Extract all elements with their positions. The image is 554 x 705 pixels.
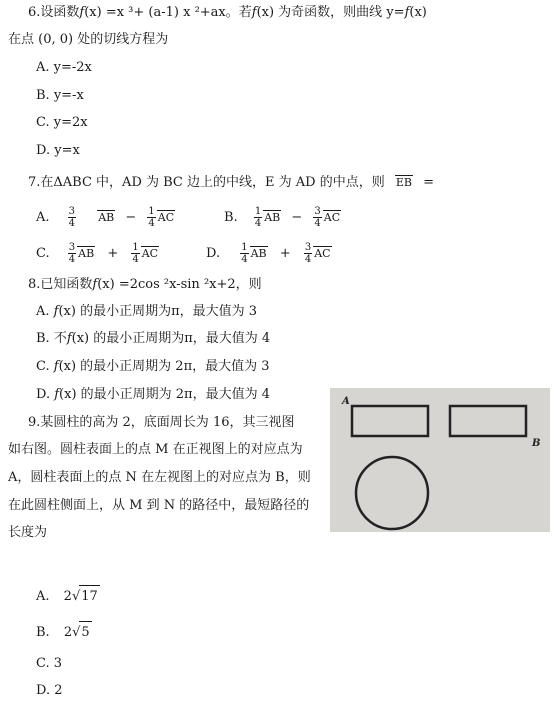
fraction: $\frac{1}{4}$ — [148, 206, 155, 229]
vector-ab: AB — [264, 211, 281, 224]
q7-option-c: C. $\frac{3}{4}$ AB + $\frac{1}{4}$ AC — [36, 242, 159, 265]
q9-stem-line1: 9.某圆柱的高为 2，底面周长为 16，其三视图 — [28, 415, 295, 430]
three-view-drawing — [330, 388, 550, 532]
q9-stem-line2: 如右图。圆柱表面上的点 M 在正视图上的对应点为 — [8, 442, 303, 457]
q7-stem: 7.在ΔABC 中，AD 为 BC 边上的中线，E 为 AD 的中点，则 EB = — [28, 175, 435, 190]
q8-option-d: D. f(x) 的最小正周期为 2π，最大值为 4 — [36, 387, 271, 402]
q9-stem-line4: 在此圆柱侧面上，从 M 到 N 的路径中，最短路径的 — [8, 498, 310, 513]
q6-option-c: C. y=2x — [36, 115, 88, 130]
q9-stem-line5: 长度为 — [8, 525, 48, 540]
sqrt-sign: √ — [71, 589, 81, 604]
fraction: $\frac{3}{4}$ — [304, 242, 312, 265]
fraction: $\frac{1}{4}$ — [132, 242, 139, 265]
q8-stem: 8.已知函数f(x) =2cos ²x-sin ²x+2，则 — [28, 277, 262, 292]
side-view-rect — [450, 406, 526, 436]
point-a-label: A — [342, 396, 350, 407]
q8-option-a: A. f(x) 的最小正周期为π，最大值为 3 — [36, 304, 258, 319]
q9-option-b: B. 2√5 — [36, 621, 92, 644]
vector-ac: AC — [157, 211, 175, 224]
vector-ab: AB — [98, 211, 115, 224]
q9-option-c: C. 3 — [36, 656, 63, 671]
q6-option-a: A. y=-2x — [36, 60, 92, 75]
vector-eb: EB — [395, 176, 412, 189]
q6-option-b: B. y=-x — [36, 88, 84, 103]
q9-option-d: D. 2 — [36, 683, 63, 698]
fraction: $\frac{3}{4}$ — [68, 206, 76, 229]
q9-option-a: A. 2√17 — [36, 585, 100, 608]
q8-option-b: B. 不f(x) 的最小正周期为π，最大值为 4 — [36, 331, 271, 346]
point-b-label: B — [532, 438, 541, 449]
q8-option-c: C. f(x) 的最小正周期为 2π，最大值为 3 — [36, 359, 270, 374]
fraction: $\frac{1}{4}$ — [254, 206, 262, 229]
q6-stem-line1: 6.设函数f(x) =x ³+ (a-1) x ²+ax。若f(x) 为奇函数，则曲线 y=f(x) — [28, 5, 427, 20]
front-view-rect — [352, 406, 428, 436]
q7-option-a: A. $\frac{3}{4}$ AB − $\frac{1}{4}$ AC — [36, 206, 175, 229]
vector-ab: AB — [250, 247, 267, 260]
fraction: $\frac{3}{4}$ — [68, 242, 76, 265]
top-view-circle — [356, 457, 428, 529]
vector-ab: AB — [78, 247, 95, 260]
three-view-figure — [330, 388, 550, 532]
q9-stem-line3: A，圆柱表面上的点 N 在左视图上的对应点为 B，则 — [8, 470, 311, 485]
vector-ac: AC — [323, 211, 341, 224]
vector-ac: AC — [314, 247, 331, 260]
q7-option-b: B. $\frac{1}{4}$ AB − $\frac{3}{4}$ AC — [224, 206, 341, 229]
q6-stem-line2: 在点 (0, 0) 处的切线方程为 — [8, 32, 169, 47]
fraction: $\frac{3}{4}$ — [314, 206, 321, 229]
fraction: $\frac{1}{4}$ — [241, 242, 248, 265]
sqrt-sign: √ — [72, 625, 81, 640]
vector-ac: AC — [141, 247, 159, 260]
q6-option-d: D. y=x — [36, 143, 80, 158]
q7-option-d: D. $\frac{1}{4}$ AB + $\frac{3}{4}$ AC — [206, 242, 331, 265]
